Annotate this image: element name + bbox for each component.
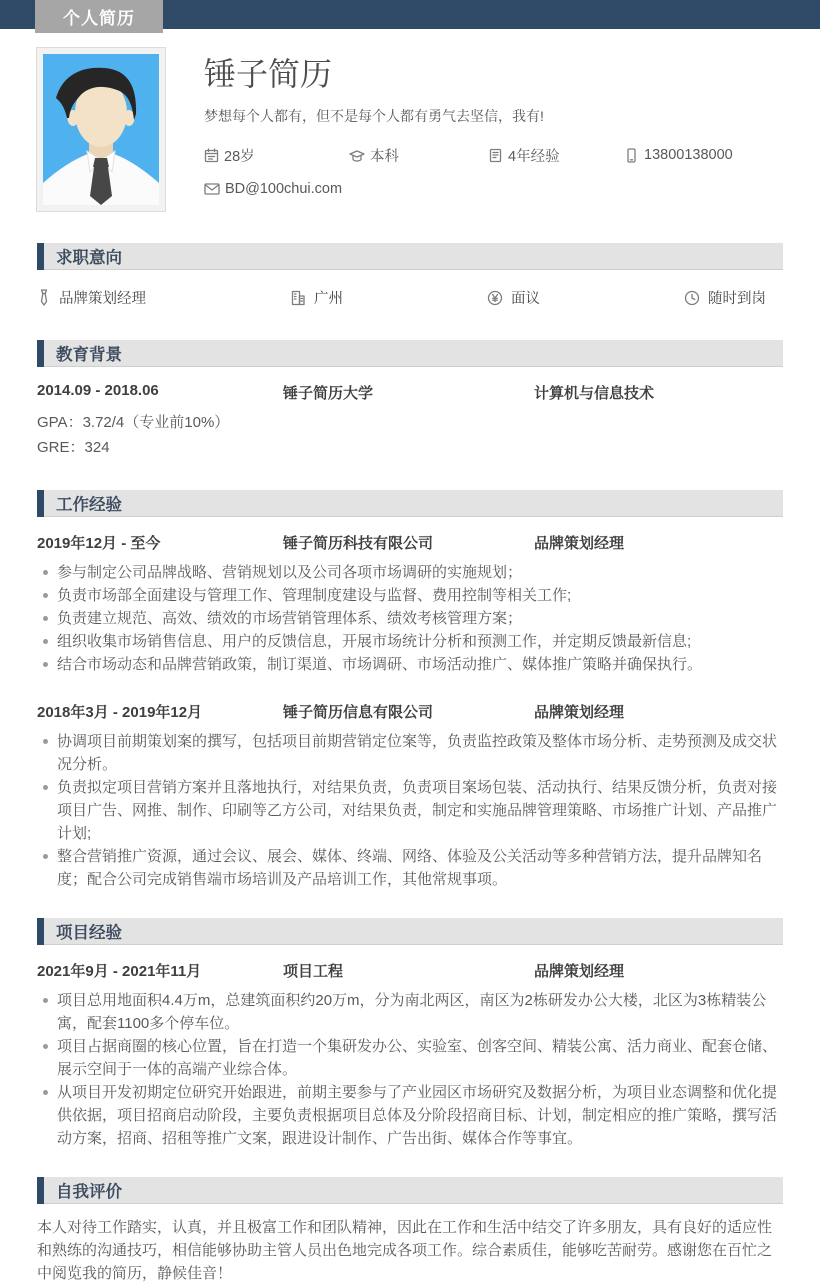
job-entry — [37, 532, 783, 676]
job-bullet: 负责建立规范、高效、绩效的市场营销管理体系、绩效考核管理方案； — [37, 607, 783, 630]
job-company: 锤子简历科技有限公司 — [283, 535, 434, 552]
project-role: 品牌策划经理 — [534, 963, 625, 980]
mobile-icon — [624, 148, 639, 163]
necktie-icon — [37, 289, 51, 306]
phone-value: 13800138000 — [644, 147, 733, 164]
project-name: 项目工程 — [283, 963, 344, 980]
intention-position-label: 品牌策划经理 — [59, 291, 146, 307]
job-period: 2018年3月 - 2019年12月 — [37, 704, 203, 721]
project-header-row — [37, 960, 783, 981]
job-bullet: 负责市场部全面建设与管理工作、管理制度建设与监督、费用控制等相关工作; — [37, 584, 783, 607]
clock-icon — [684, 290, 700, 306]
project-bullet: 从项目开发初期定位研究开始跟进，前期主要参与了产业园区市场研究及数据分析，为项目业态调整和优化提供依据，项目招商启动阶段，主要负责根据项目总体及分阶段招商目标、计划，制定相应的推广策略，撰写活动方案，招商、招租等推广文案，跟进设计制作、广告出街、媒体合作等事宜。 — [37, 1081, 783, 1150]
graduation-cap-icon — [349, 148, 365, 163]
profile-summary — [204, 48, 783, 211]
profile-info-row — [204, 145, 783, 166]
avatar-photo-illustration — [43, 54, 159, 205]
profile-header — [37, 48, 783, 211]
intention-city — [290, 287, 487, 308]
section-title: 工作经验 — [56, 496, 122, 514]
job-bullet-list — [37, 561, 783, 676]
envelope-icon — [204, 182, 220, 196]
job-role: 品牌策划经理 — [534, 704, 625, 721]
section-header-evaluation — [37, 1177, 783, 1204]
project-period: 2021年9月 - 2021年11月 — [37, 963, 202, 980]
project-bullet-list — [37, 989, 783, 1150]
section-accent-bar — [37, 918, 44, 945]
resume-page — [0, 48, 820, 1285]
education-row — [37, 382, 783, 403]
section-accent-bar — [37, 490, 44, 517]
education-major: 计算机与信息技术 — [534, 385, 655, 402]
top-bar — [0, 0, 820, 29]
certificate-icon — [488, 148, 503, 163]
candidate-name: 锤子简历 — [204, 56, 333, 92]
project-bullet: 项目总用地面积4.4万m，总建筑面积约20万m，分为南北两区，南区为2栋研发办公大楼，北区为3栋精装公寓，配套1100多个停车位。 — [37, 989, 783, 1035]
intention-salary-label: 面议 — [511, 291, 540, 307]
experience-value: 4年经验 — [508, 148, 560, 165]
job-bullet: 结合市场动态和品牌营销政策，制订渠道、市场调研、市场活动推广、媒体推广策略并确保执行。 — [37, 653, 783, 676]
section-title: 自我评价 — [56, 1183, 122, 1201]
phone-item — [624, 147, 733, 163]
section-accent-bar — [37, 340, 44, 367]
calendar-icon — [204, 148, 219, 163]
degree-item — [349, 145, 488, 166]
email-item — [204, 181, 783, 197]
job-role: 品牌策划经理 — [534, 535, 625, 552]
intention-availability-label: 随时到岗 — [708, 291, 766, 307]
job-header-row — [37, 701, 783, 722]
section-title: 项目经验 — [56, 924, 122, 942]
experience-item — [488, 145, 624, 166]
section-accent-bar — [37, 1177, 44, 1204]
email-value: BD@100chui.com — [225, 180, 343, 197]
salary-yuan-icon — [487, 290, 503, 306]
age-value: 28岁 — [224, 148, 255, 165]
self-evaluation-text: 本人对待工作踏实，认真，并且极富工作和团队精神，因此在工作和生活中结交了许多朋友，具有良好的适应性和熟练的沟通技巧，相信能够协助主管人员出色地完成各项工作。综合素质佳，能够吃苦耐劳。感谢您在百忙之中阅览我的简历，静候佳音！ — [37, 1219, 773, 1282]
section-header-work — [37, 490, 783, 517]
section-title: 教育背景 — [56, 346, 122, 364]
candidate-tagline: 梦想每个人都有，但不是每个人都有勇气去坚信，我有! — [204, 107, 544, 124]
section-header-intention — [37, 243, 783, 270]
intention-availability — [684, 287, 783, 308]
education-gpa: GPA：3.72/4（专业前10%） — [37, 414, 230, 431]
intention-city-label: 广州 — [314, 291, 343, 307]
section-header-project — [37, 918, 783, 945]
job-bullet: 协调项目前期策划案的撰写，包括项目前期营销定位案等，负责监控政策及整体市场分析、走势预测及成交状况分析。 — [37, 730, 783, 776]
resume-tab — [35, 0, 163, 33]
intention-salary — [487, 287, 684, 308]
job-entry — [37, 701, 783, 891]
age-item — [204, 145, 349, 166]
intention-row — [37, 287, 783, 308]
section-title: 求职意向 — [56, 249, 122, 267]
project-bullet: 项目占据商圈的核心位置，旨在打造一个集研发办公、实验室、创客空间、精装公寓、活力商业、配套仓储、展示空间于一体的高端产业综合体。 — [37, 1035, 783, 1081]
education-school: 锤子简历大学 — [283, 385, 374, 402]
education-period: 2014.09 - 2018.06 — [37, 382, 159, 399]
resume-tab-label: 个人简历 — [63, 9, 135, 28]
job-header-row — [37, 532, 783, 553]
section-accent-bar — [37, 243, 44, 270]
job-bullet-list — [37, 730, 783, 891]
building-icon — [290, 290, 306, 306]
job-bullet: 整合营销推广资源，通过会议、展会、媒体、终端、网络、体验及公关活动等多种营销方法，提升品牌知名度；配合公司完成销售端市场培训及产品培训工作，其他常规事项。 — [37, 845, 783, 891]
job-period: 2019年12月 - 至今 — [37, 535, 161, 552]
degree-value: 本科 — [370, 148, 399, 165]
intention-position — [37, 287, 290, 308]
avatar — [37, 48, 165, 211]
job-bullet: 参与制定公司品牌战略、营销规划以及公司各项市场调研的实施规划； — [37, 561, 783, 584]
job-bullet: 负责拟定项目营销方案并且落地执行，对结果负责，负责项目案场包装、活动执行、结果反馈分析，负责对接项目广告、网推、制作、印刷等乙方公司，对结果负责，制定和实施品牌管理策略、市场推广计划、产品推广计划; — [37, 776, 783, 845]
job-bullet: 组织收集市场销售信息、用户的反馈信息，开展市场统计分析和预测工作，并定期反馈最新信息; — [37, 630, 783, 653]
section-header-education — [37, 340, 783, 367]
education-gre: GRE：324 — [37, 439, 110, 456]
job-company: 锤子简历信息有限公司 — [283, 704, 434, 721]
